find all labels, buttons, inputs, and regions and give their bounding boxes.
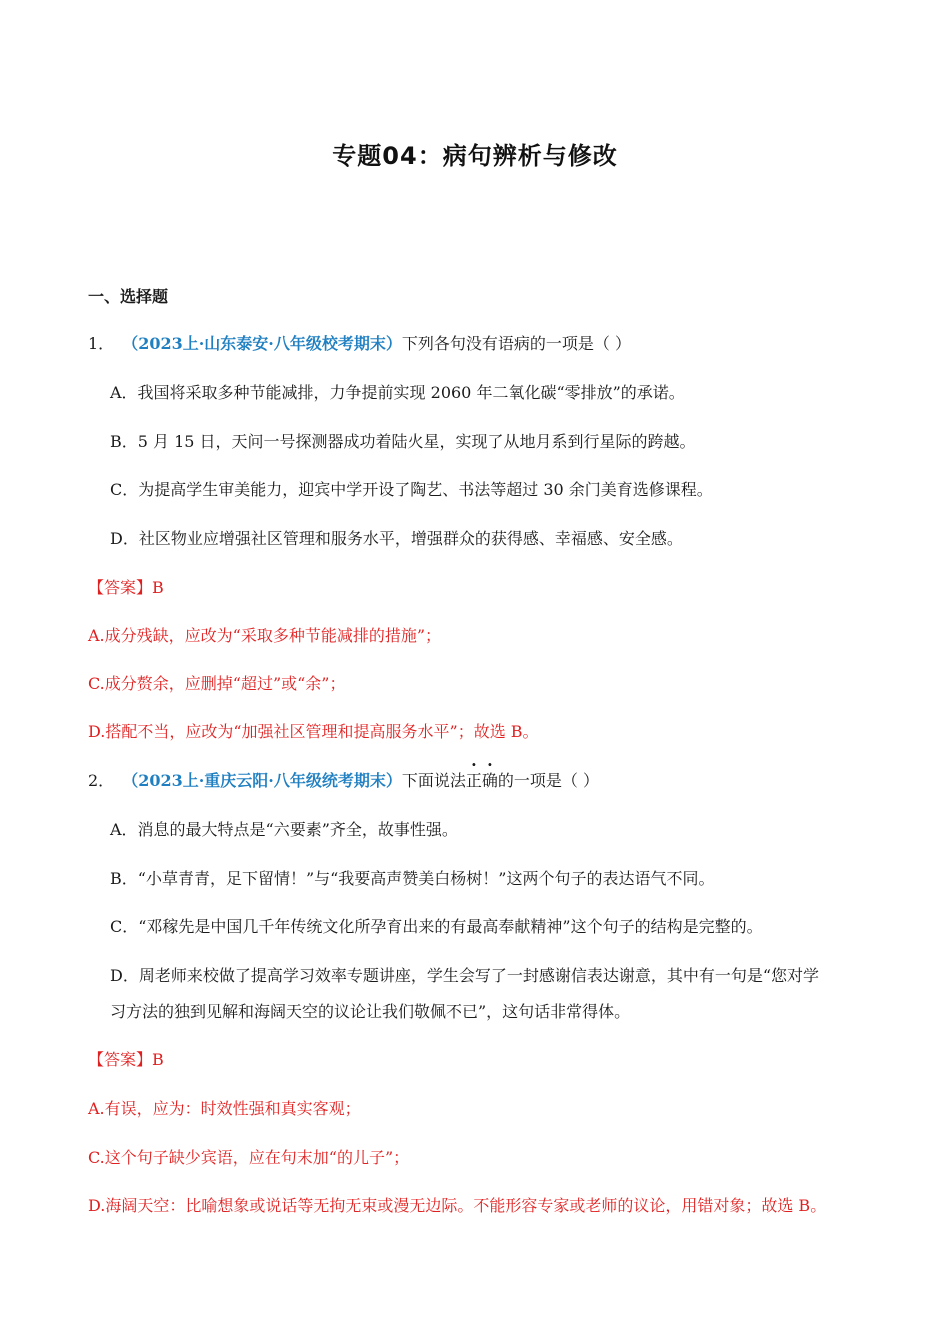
option-d-line-1: D．周老师来校做了提高学习效率专题讲座，学生会写了一封感谢信表达谢意，其中有一句是“您对学	[110, 966, 820, 985]
question-source: （2023上·重庆云阳·八年级统考期末）	[122, 771, 402, 790]
question-number: 1．	[88, 334, 115, 353]
explanation-a: A.成分残缺，应改为“采取多种节能减排的措施”；	[88, 626, 442, 645]
emphasized-char: 正	[465, 771, 482, 790]
option-b: B．“小草青青，足下留情！”与“我要高声赞美白杨树！”这两个句子的表达语气不同。	[110, 869, 715, 888]
option-c: C．为提高学生审美能力，迎宾中学开设了陶艺、书法等超过 30 余门美育选修课程。	[110, 480, 713, 499]
answer-label: 【答案】B	[88, 578, 164, 597]
question-1-stem	[88, 333, 631, 355]
question-number: 2．	[88, 771, 115, 790]
explanation-d: D.搭配不当，应改为“加强社区管理和提高服务水平”；故选 B。	[88, 722, 539, 741]
option-a: A．我国将采取多种节能减排，力争提前实现 2060 年二氧化碳“零排放”的承诺。	[110, 383, 685, 402]
question-source: （2023上·山东泰安·八年级校考期末）	[122, 334, 402, 353]
page-title: 专题04：病句辨析与修改	[332, 142, 618, 170]
option-a: A．消息的最大特点是“六要素”齐全，故事性强。	[110, 820, 458, 839]
section-heading: 一、选择题	[88, 287, 169, 306]
question-2-stem	[88, 770, 599, 792]
answer-label: 【答案】B	[88, 1050, 164, 1069]
explanation-d: D.海阔天空：比喻想象或说话等无拘无束或漫无边际。不能形容专家或老师的议论，用错对象；故选 B。	[88, 1196, 827, 1215]
option-b: B．5 月 15 日，天问一号探测器成功着陆火星，实现了从地月系到行星际的跨越。	[110, 432, 696, 451]
option-d-line-2: 习方法的独到见解和海阔天空的议论让我们敬佩不已”，这句话非常得体。	[110, 1002, 631, 1021]
question-text: 下面说法	[401, 771, 466, 790]
question-text-end: 的一项是（ ）	[497, 771, 600, 790]
emphasized-char: 确	[481, 771, 498, 790]
explanation-c: C.这个句子缺少宾语，应在句末加“的儿子”；	[88, 1148, 410, 1167]
explanation-c: C.成分赘余，应删掉“超过”或“余”；	[88, 674, 346, 693]
option-c: C．“邓稼先是中国几千年传统文化所孕育出来的有最高奉献精神”这个句子的结构是完整的。	[110, 917, 763, 936]
explanation-a: A.有误，应为：时效性强和真实客观；	[88, 1099, 361, 1118]
question-text: 下列各句没有语病的一项是（ ）	[401, 334, 631, 353]
option-d: D．社区物业应增强社区管理和服务水平，增强群众的获得感、幸福感、安全感。	[110, 529, 683, 548]
